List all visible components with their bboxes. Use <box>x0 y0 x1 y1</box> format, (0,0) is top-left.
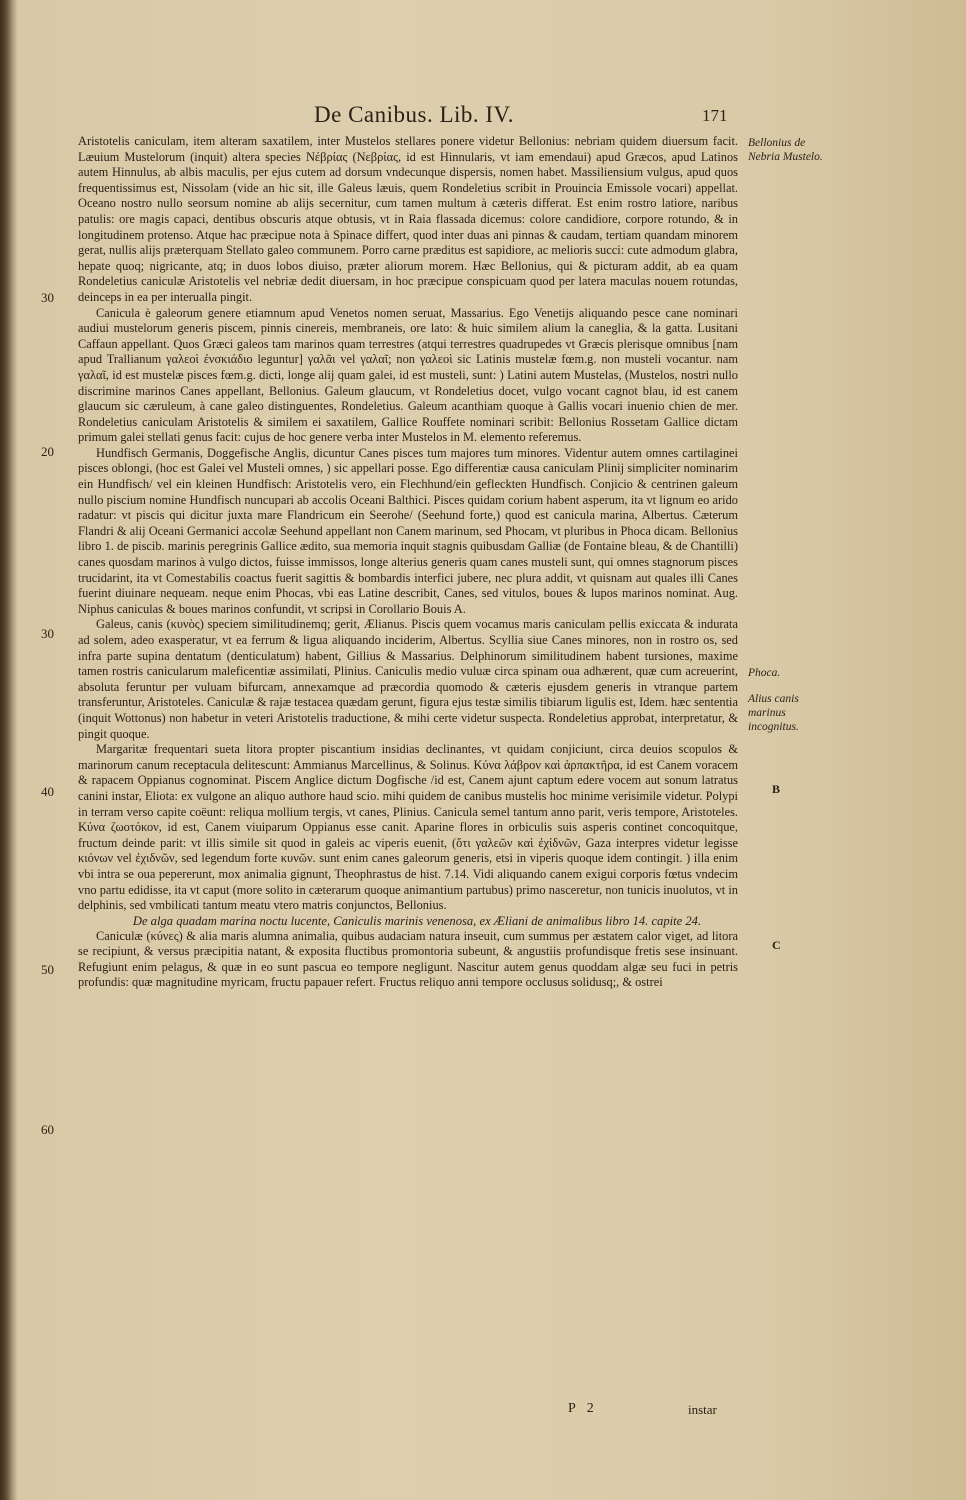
line-number: 50 <box>41 962 54 977</box>
page-number: 171 <box>702 106 728 125</box>
book-page <box>41 100 823 1440</box>
catchword: instar <box>688 1402 717 1417</box>
line-number: 30 <box>41 290 54 305</box>
section-heading: De alga quadam marina noctu lucente, Caniculis marinis venenosa, ex Æliani de animalibus libro 14. capite 24. <box>132 913 702 928</box>
line-number: 60 <box>41 1122 54 1137</box>
section-letter-b: B <box>772 782 781 796</box>
section-letter-c: C <box>772 938 781 952</box>
running-title: De Canibus. Lib. IV. <box>314 102 514 127</box>
paragraph-3: Hundfisch Germanis, Doggefische Anglis, dicuntur Canes pisces tum majores tum minores. Videntur autem omnes cartilaginei pisces oblongi, (hoc est Galei vel Musteli omnes, ) sic appellari posse. Ego differentiæ causa caniculam Plinij simpliciter nominarim ein Hundfisch/ vel ein kleinen Hundfisch: Aristotelis vero, ein Flechhund/ein gefleckten Hundfisch. Conjicio & centrinen galeum nullo piscium nomine Hundfisch nuncupari ab accolis Oceani Balthici. Pisces quidam corium habent asperum, ita vt lignum eo arido radatur: vt piscis qui dicitur juxta mare Flandricum ein Seerohe/ (Seehund forte,) quod est canicula marina, Albertus. Cæterum Flandri & alij Oceani Germanici accolæ Seehund appellant non Canem marinum, sed Phocam, vt pluribus in Phoca dicam. Bellonius libro 1. de piscib. marinis peregrinis Gallice ædito, sua memoria inquit stagnis quibusdam Galliæ (de Fontaine bleau, & de Chantilli) canes quosdam marinos à vulgo dictos, fuisse immissos, longe alterius generis quam canes musteli sunt, qui omnes stagnorum pisces trucidarint, ita vt Comestabilis coactus fuerit sagittis & bombardis interfici jubere, nec plura addit, vt quisnam aut quales illi Canes fuerint diuinare nequeam. neque enim Phocas, vbi eas Latine describit, Canes, sed vitulos, boues & lupos marinos nominat. Aug. Niphus caniculas & boues marinos confundit, vt scripsi in Corollario Bouis A. <box>78 445 738 616</box>
margin-note-phoca: Phoca. <box>748 667 781 679</box>
paragraph-5: Margaritæ frequentari sueta litora propter piscantium insidias declinantes, vt quidam conjiciunt, circa deuios scopulos & marinorum canum receptacula delitescunt: Ammianus Marcellinus, & Solinus. Κύνα λάβρον καὶ ἁρπακτῆρα, id est Canem voracem & rapacem Oppianus cognominat. Piscem Anglice dictum Dogfische /id est, Canem ajunt captum edere vocem aut sonum latratus canini instar, Eliota: ex vulgone an aliquo authore haud scio. mihi quidem de canibus mustelis hoc minime verisimile videtur. Polypi in terram verso capite coëunt: reliqua mollium tergis, vt canes, Plinius. Canicula semel tantum anno parit, veris tempore, Aristoteles. Κύνα ζωοτόκον, id est, Canem viuiparum Oppianus esse canit. Aparine flores in orbiculis suis asperis continet concoquitque, fructum deinde parit: vt illis simile sit quod in galeis ac viperis euenit, (ὅτι γαλεῶν καὶ ἐχίδνῶν, Gaza interpres videtur legisse κιόνων vel ἐχιδνῶν, sed legendum forte κυνῶν. sunt enim canes galeorum generis, etsi in viperis quoque idem contingit. ) illa enim vbi intra se oua pepererunt, mox animalia gignunt, Theophrastus de hist. 7.14. Vidi aliquando canem exigui corporis fœtus vndecim vno partu edidisse, ita vt caput (more solito in cæterarum quoque animantium partubus) primo nasceretur, non tunicis inuolutos, vt in delphinis, sed vmbilicati tantum meatu vtero matris conjunctos, Bellonius. <box>78 742 738 913</box>
line-number: 20 <box>41 444 54 459</box>
line-number: 40 <box>41 784 54 799</box>
line-number: 30 <box>41 626 54 641</box>
binding-gutter <box>0 0 18 1500</box>
paragraph-1: Aristotelis caniculam, item alteram saxatilem, inter Mustelos stellares ponere videtur Bellonius: nebriam quidem diuersum facit. Læuium Mustelorum (inquit) altera species Νέβρίας (Νεβρίας, id est Hinnularis, vt iam emendaui) apud Græcos, apud Latinos autem Hinnulus, ab albis maculis, per ejus cutem ad dorsum vndecunque dispersis, nomen habet. Massiliensium vulgus, apud quos frequentissimus est, Nissolam (vide an hic sit, ille Galeus læuis, quem Rondeletius scribit in Prouincia Emissole vocari) appellat. Oceano nostro nullo seorsum nomine ab alijs secernitur, cum tamen multum à cæteris differat. Est enim rostro latiore, naribus patulis: ore magis capaci, dentibus obscuris atque obtusis, vt in Raia flassada dicemus: colore candidiore, corpore rotundo, & in longitudinem protenso. Atque hac præcipue nota à Spinace differt, quod inter duas ani pinnas & caudam, tertiam quandam minorem gerat, nullis alijs præterquam Stellato galeo communem. Porro carne præditus est sapidiore, ac melioris succi: cute admodum glabra, hepate quoq; nigricante, atq; in duos lobos diuiso, præter aliorum morem. Hæc Bellonius, qui & picturam addit, ab ea quam Rondeletius caniculæ Aristotelis vel nebriæ dedit diuersam, in hoc præcipue conspicuam quod per latera maculas nouem rotundas, deinceps in ea per interualla pingit. <box>78 134 738 304</box>
main-text <box>78 134 738 991</box>
paragraph-4: Galeus, canis (κυνὸς) speciem similitudinemq; gerit, Ælianus. Piscis quem vocamus maris caniculam pellis exiccata & indurata ad solem, adeo exasperatur, vt ea ferrum & ligua aliquando inciderim, Albertus. Scyllia siue Canes minores, non in rostro os, sed infra parte supina dentatum (denticulatum) habent, Gillius & Massarius. Delphinorum similitudinem habent tursiones, maxime tamen rostris canicularum maleficentiæ assimilati, Plinius. Caniculis medio vuluæ circa spinam oua adhærent, quæ cum acreuerint, absoluta feruntur per vuluam bifurcam, annexamque ad præcordia quomodo & cæteris ejusdem generis in vtranque partem transferuntur, Aristoteles. Caniculæ & rajæ testacea quædam gerunt, figura ejus testæ similis tibiarum ligulis est, Idem. hæc sententia (inquit Wottonus) non habetur in veteri Aristotelis traductione, & mihi certe videtur suspecta. Rondeletius approbat, interpretatur, & pingit quoque. <box>78 617 738 741</box>
margin-note-nebria: Bellonius de Nebria Mustelo. <box>748 137 823 163</box>
signature-mark: P 2 <box>568 1401 598 1416</box>
paragraph-2: Canicula è galeorum genere etiamnum apud Venetos nomen seruat, Massarius. Ego Venetijs aliquando pesce cane nominari audiui mustelorum generis piscem, pinnis cinereis, membraneis, ore lato: & huic similem alium la caneglia, & la gatta. Lusitani Caffaun appellant. Quos Græci galeos tam marinos quam terrestres (atqui terrestres quadrupedes vt Græcis plerisque omnibus [nam apud Trallianum γαλεοὶ ἐνσκιάδιο leguntur] γαλᾶι vel γαλαῖ; non γαλεοὶ sic Latinis mustelæ fœm.g. non musteli vocantur. nam γαλαῖ, id est mustelæ pisces fœm.g. dicti, longe alij quam galei, id est musteli, sunt: ) Latini autem Mustelas, (Mustelos, nostri nullo discrimine marinos Canes appellant, Bellonius. Galeum glaucum, vt Rondeletius docet, vulgo vocant cagnot blau, id est canem glaucum sic cæruleum, à cane galeo distinguentes, Rondeletius. Galeum acanthiam quoque à Gallis vocari inuenio chien de mer. Rondeletius caniculam Aristotelis & similem ei saxatilem, Gallice Rouffete nominari scribit: Bellonius Rossetam Gallice dictam primum galei stellati genus facit: cujus de hoc genere verba inter Mustelos in M. elemento referemus. <box>78 305 738 445</box>
margin-note-alius-canis: Alius canis marinus incognitus. <box>748 693 799 733</box>
paragraph-6: Caniculæ (κύνες) & alia maris alumna animalia, quibus audaciam natura inseuit, cum summus per æstatem calor viget, ad litora se recipiunt, & versus præcipitia natant, & exposita fluctibus promontoria subeunt, & angustiis profundisque fretis sese insinuant. Refugiunt enim pelagus, & quæ in eo sunt pascua eo tempore negligunt. Nascitur autem genus quoddam algæ seu fuci in petris profundis: quæ magnitudine myricam, fructu papauer refert. Fructus reliquo anni tempore occlusus solidusq;, & ostrei <box>78 928 738 990</box>
